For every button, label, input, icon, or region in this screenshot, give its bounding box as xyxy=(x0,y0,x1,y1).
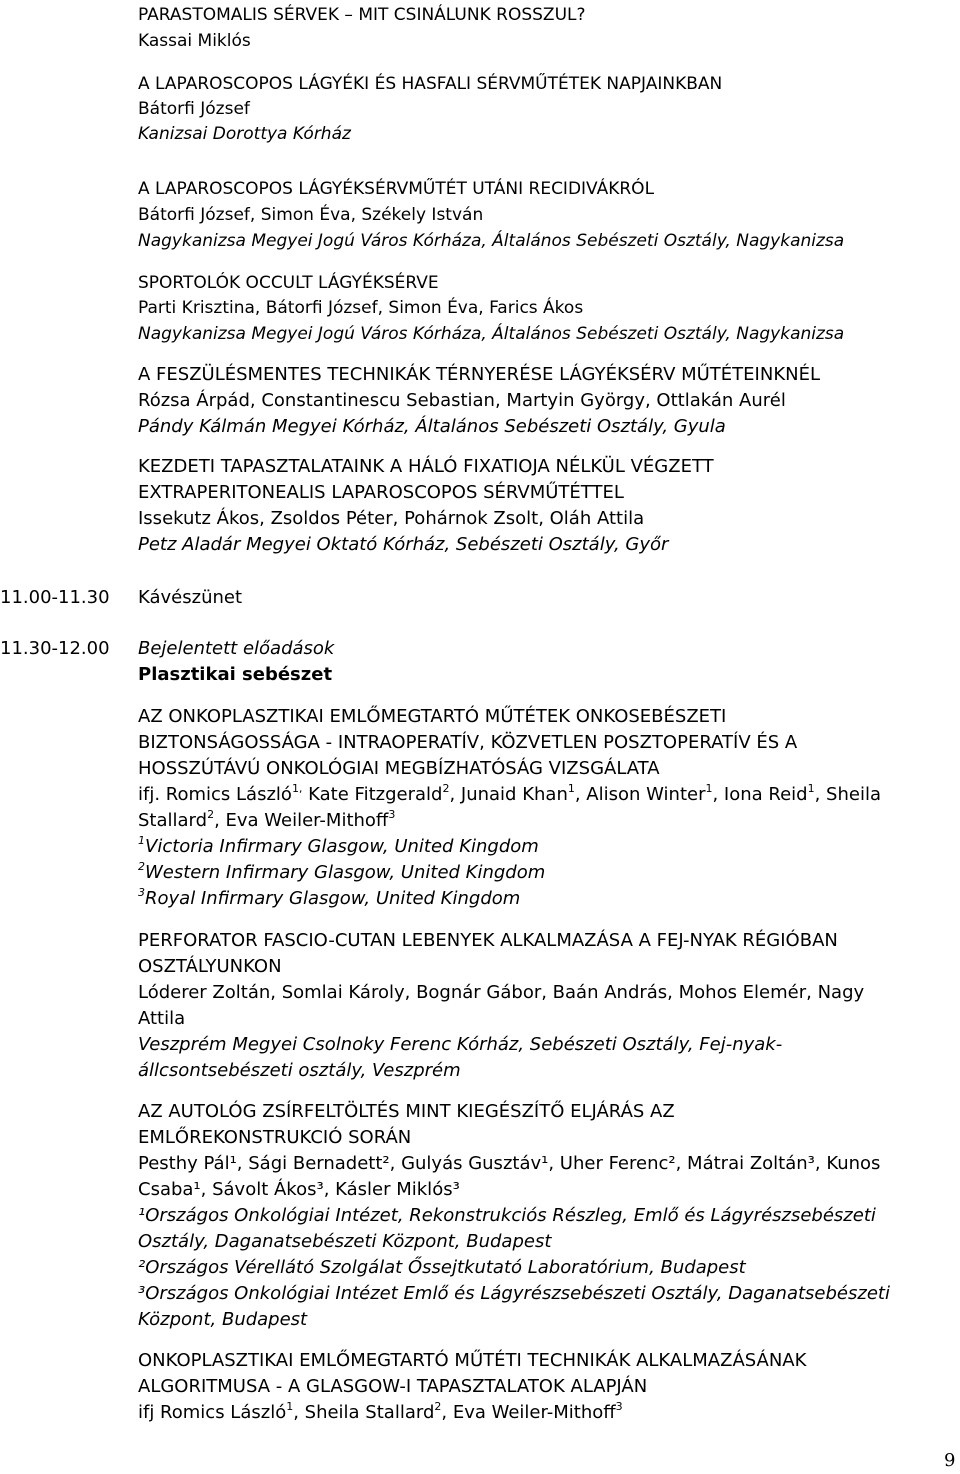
schedule-label: Bejelentett előadások xyxy=(138,638,335,659)
talk-authors: Rózsa Árpád, Constantinescu Sebastian, Martyin György, Ottlakán Aurél xyxy=(138,390,786,411)
talk-affiliation: ¹Országos Onkológiai Intézet, Rekonstrukciós Részleg, Emlő és Lágyrészsebészeti xyxy=(138,1205,876,1226)
talk-authors: Pesthy Pál¹, Sági Bernadett², Gulyás Gusztáv¹, Uher Ferenc², Mátrai Zoltán³, Kunos xyxy=(138,1153,881,1174)
schedule-time: 11.00-11.30 xyxy=(0,587,110,608)
talk-title: A LAPAROSCOPOS LÁGYÉKI ÉS HASFALI SÉRVMŰTÉTEK NAPJAINKBAN xyxy=(138,74,723,94)
talk-affiliation: Kanizsai Dorottya Kórház xyxy=(138,124,351,144)
talk-authors: Bátorfi József xyxy=(138,99,250,119)
talk-affiliation-cont: Központ, Budapest xyxy=(138,1309,308,1330)
talk-affiliation: Pándy Kálmán Megyei Kórház, Általános Sebészeti Osztály, Gyula xyxy=(138,416,726,437)
talk-authors-cont: Csaba¹, Sávolt Ákos³, Kásler Miklós³ xyxy=(138,1179,460,1200)
talk-title: A LAPAROSCOPOS LÁGYÉKSÉRVMŰTÉT UTÁNI RECIDIVÁKRÓL xyxy=(138,179,655,199)
talk-title-cont: ALGORITMUSA - A GLASGOW-I TAPASZTALATOK ALAPJÁN xyxy=(138,1376,648,1397)
talk-affiliation: ²Országos Vérellátó Szolgálat Őssejtkutató Laboratórium, Budapest xyxy=(138,1257,746,1278)
talk-authors: Issekutz Ákos, Zsoldos Péter, Pohárnok Zsolt, Oláh Attila xyxy=(138,508,645,529)
talk-authors: ifj Romics László$^1$, Sheila Stallard$^2$, Eva Weiler-Mithoff$^3$ xyxy=(138,1400,623,1423)
talk-affiliation: $^2$Western Infirmary Glasgow, United Kingdom xyxy=(138,860,546,883)
schedule-time: 11.30-12.00 xyxy=(0,638,110,659)
talk-affiliation: ³Országos Onkológiai Intézet Emlő és Lágyrészsebészeti Osztály, Daganatsebészeti xyxy=(138,1283,890,1304)
talk-affiliation-cont: állcsontsebészeti osztály, Veszprém xyxy=(138,1060,461,1081)
schedule-label: Kávészünet xyxy=(138,587,243,608)
talk-affiliation: Nagykanizsa Megyei Jogú Város Kórháza, Általános Sebészeti Osztály, Nagykanizsa xyxy=(138,324,845,344)
talk-title: KEZDETI TAPASZTALATAINK A HÁLÓ FIXATIOJA NÉLKÜL VÉGZETT xyxy=(138,456,714,477)
talk-title-cont: BIZTONSÁGOSSÁGA - INTRAOPERATÍV, KÖZVETLEN POSZTOPERATÍV ÉS A xyxy=(138,732,798,753)
section-heading: Plasztikai sebészet xyxy=(138,664,333,685)
talk-title: SPORTOLÓK OCCULT LÁGYÉKSÉRVE xyxy=(138,273,439,293)
talk-authors: Parti Krisztina, Bátorfi József, Simon Éva, Farics Ákos xyxy=(138,298,584,318)
talk-authors: ifj. Romics László$^{1,}$ Kate Fitzgerald$^2$, Junaid Khan$^1$, Alison Winter$^1$, Iona Reid$^1$, Sheila xyxy=(138,782,881,805)
talk-authors: Bátorfi József, Simon Éva, Székely István xyxy=(138,205,484,225)
talk-title: A FESZÜLÉSMENTES TECHNIKÁK TÉRNYERÉSE LÁGYÉKSÉRV MŰTÉTEINKNÉL xyxy=(138,364,820,385)
talk-authors-cont: Stallard$^2$, Eva Weiler-Mithoff$^3$ xyxy=(138,808,396,831)
talk-title-cont: OSZTÁLYUNKON xyxy=(138,956,282,977)
talk-affiliation: $^1$Victoria Infirmary Glasgow, United Kingdom xyxy=(138,834,539,857)
talk-affiliation: Petz Aladár Megyei Oktató Kórház, Sebészeti Osztály, Győr xyxy=(138,534,669,555)
talk-title: AZ ONKOPLASZTIKAI EMLŐMEGTARTÓ MŰTÉTEK ONKOSEBÉSZETI xyxy=(138,706,727,727)
talk-authors: Lóderer Zoltán, Somlai Károly, Bognár Gábor, Baán András, Mohos Elemér, Nagy xyxy=(138,982,865,1003)
talk-title: AZ AUTOLÓG ZSÍRFELTÖLTÉS MINT KIEGÉSZÍTŐ ELJÁRÁS AZ xyxy=(138,1101,675,1122)
talk-authors: Kassai Miklós xyxy=(138,31,251,51)
talk-title-cont: EMLŐREKONSTRUKCIÓ SORÁN xyxy=(138,1127,412,1148)
talk-title-cont: EXTRAPERITONEALIS LAPAROSCOPOS SÉRVMŰTÉTTEL xyxy=(138,482,624,503)
talk-affiliation: Veszprém Megyei Csolnoky Ferenc Kórház, Sebészeti Osztály, Fej-nyak- xyxy=(138,1034,783,1055)
talk-title: ONKOPLASZTIKAI EMLŐMEGTARTÓ MŰTÉTI TECHNIKÁK ALKALMAZÁSÁNAK xyxy=(138,1350,807,1371)
talk-affiliation-cont: Osztály, Daganatsebészeti Központ, Budapest xyxy=(138,1231,552,1252)
talk-authors-cont: Attila xyxy=(138,1008,186,1029)
talk-affiliation: Nagykanizsa Megyei Jogú Város Kórháza, Általános Sebészeti Osztály, Nagykanizsa xyxy=(138,231,845,251)
talk-affiliation: $^3$Royal Infirmary Glasgow, United Kingdom xyxy=(138,886,521,909)
talk-title-cont: HOSSZÚTÁVÚ ONKOLÓGIAI MEGBÍZHATÓSÁG VIZSGÁLATA xyxy=(138,758,660,779)
talk-title: PARASTOMALIS SÉRVEK – MIT CSINÁLUNK ROSSZUL? xyxy=(138,5,586,25)
talk-title: PERFORATOR FASCIO-CUTAN LEBENYEK ALKALMAZÁSA A FEJ-NYAK RÉGIÓBAN xyxy=(138,930,838,951)
page-number: 9 xyxy=(944,1450,956,1471)
